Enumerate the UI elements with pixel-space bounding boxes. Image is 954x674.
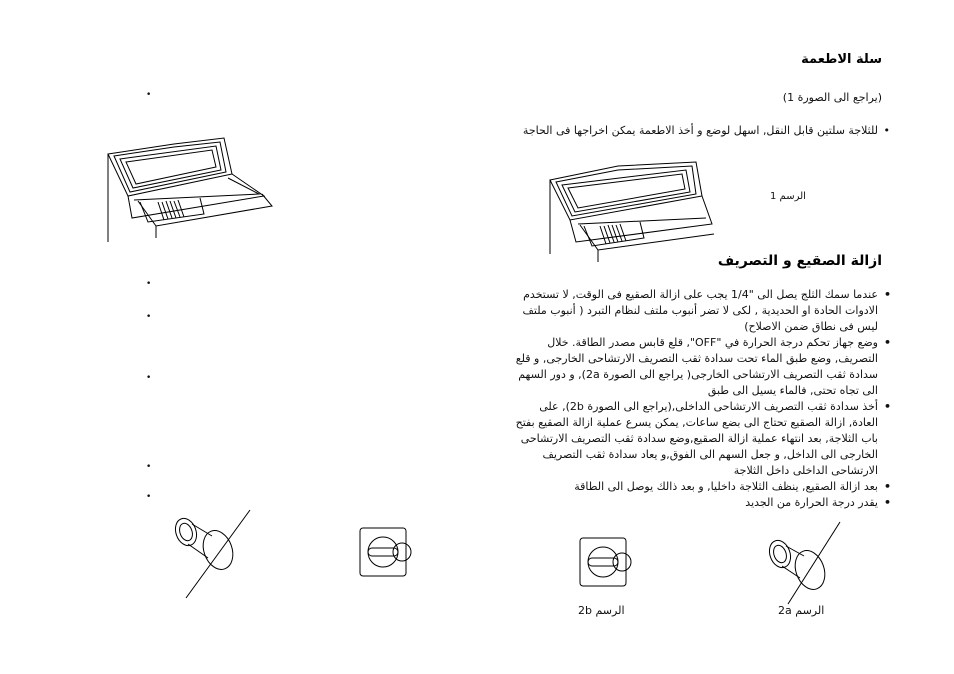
section-title-defrost-drain: ازالة الصقيع و التصريف (717, 253, 882, 269)
bullet-marker: • (146, 279, 152, 289)
chest-freezer-illustration (104, 134, 274, 244)
chest-freezer-figure-1 (546, 158, 716, 264)
bullet-marker: • (146, 90, 152, 100)
drain-knob-illustration-left (168, 508, 258, 600)
figure-1-caption: الرسم 1 (770, 191, 806, 202)
intro-paragraph: • للثلاجة سلتين قابل النقل, اسهل لوضع و أخذ الاطعمة يمكن اخراجها فى الحاجة (518, 123, 878, 139)
section-title-food-basket: سلة الاطعمة (801, 52, 882, 67)
section-subtitle-see-figure: (يراجع الى الصورة 1) (782, 91, 882, 104)
defrost-bullet-4: • بعد ازالة الصقيع, ينظف الثلاجة داخليا, و بعد ذالك يوصل الى الطاقة (508, 479, 878, 495)
drain-knob-figure-2a (758, 520, 848, 612)
bullet-marker: • (146, 373, 152, 383)
drain-plug-figure-2b (578, 536, 638, 590)
drain-plug-square-illustration-left (358, 526, 418, 580)
figure-2b-caption: الرسم 2b (578, 604, 625, 617)
defrost-bullet-2: • وضع جهاز تحكم درجة الحرارة في "OFF", قلع قابس مصدر الطاقة. خلال التصريف, وضع طبق الماء تحت سدادة ثقب التصريف الارتشاحى الخارجى, و قلع سدادة ثقب التصريف الارتشاحى الخارجى( يراجع الى الصورة 2a), و دور السهم الى تجاه تحتى, فالماء يسيل الى طبق (508, 335, 878, 399)
bullet-marker: • (146, 462, 152, 472)
figure-2a-caption: الرسم 2a (778, 604, 825, 617)
defrost-bullet-3: • أخذ سدادة ثقب التصريف الارتشاحى الداخلى,(يراجع الى الصورة 2b), على العادة, ازالة الصقيع تحتاج الى بضع ساعات, يمكن يسرع عملية ازالة الصقيع بفتح باب الثلاجة, بعد انتهاء عملية ازالة الصقيع,وضع سدادة ثقب التصريف الارتشاحى الخارجى الى الداخل, و جعل السهم الى الفوق,و يعاد سدادة ثقب التصريف الارتشاحى الداخلى داخل الثلاجة (508, 399, 878, 479)
defrost-bullet-5: • يقدر درجة الحرارة من الجديد (508, 495, 878, 511)
bullet-marker: • (146, 492, 152, 502)
bullet-marker: • (146, 312, 152, 322)
defrost-bullet-1: • عندما سمك الثلج يصل الى "1/4 يجب على ازالة الصقيع فى الوقت, لا تستخدم الادوات الحادة او الحديدية , لكى لا تضر أنبوب ملتف لنظام التبرد ( أنبوب ملتف ليس فى نطاق ضمن الاصلاح) (508, 287, 878, 335)
